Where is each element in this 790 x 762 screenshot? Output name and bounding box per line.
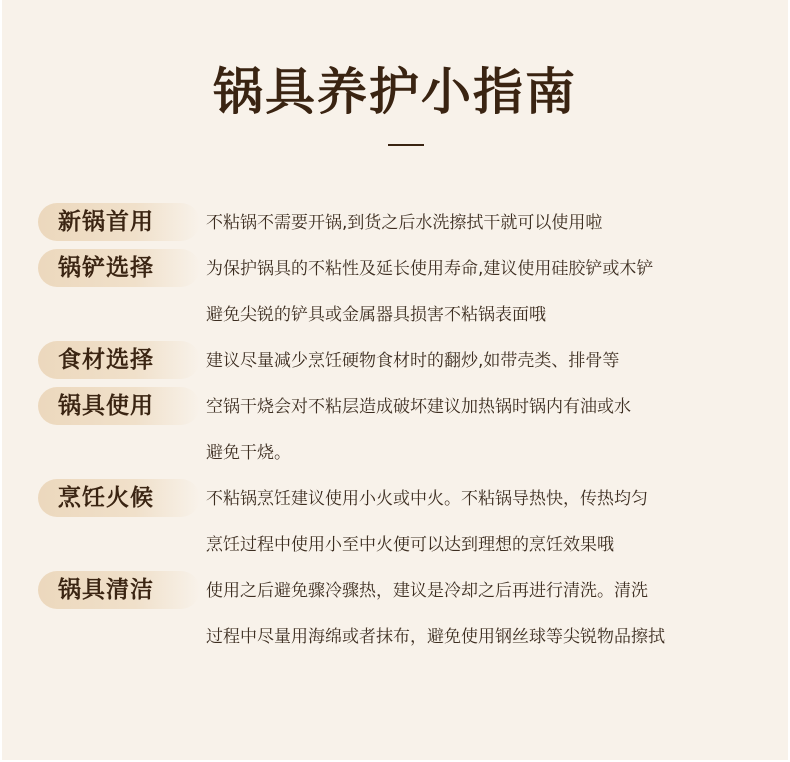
tip-badge [38, 571, 200, 609]
tips-list [2, 200, 788, 660]
tip-text [206, 568, 768, 660]
tip-label: 烹饪火候 [58, 485, 154, 511]
tip-badge [38, 203, 200, 241]
tip-text [206, 338, 768, 384]
tip-label: 新锅首用 [58, 209, 154, 235]
tip-item [2, 200, 788, 246]
tip-line: 空锅干烧会对不粘层造成破坏建议加热锅时锅内有油或水 [206, 397, 631, 417]
title-divider [388, 144, 424, 146]
tip-label: 锅铲选择 [58, 255, 154, 281]
tip-line: 烹饪过程中使用小至中火便可以达到理想的烹饪效果哦 [206, 535, 614, 555]
tip-badge [38, 387, 200, 425]
tip-label: 锅具清洁 [58, 577, 154, 603]
tip-line: 建议尽量减少烹饪硬物食材时的翻炒,如带壳类、排骨等 [206, 351, 620, 371]
tip-label: 食材选择 [58, 347, 154, 373]
tip-text [206, 246, 768, 338]
care-guide-page [2, 0, 788, 760]
tip-item [2, 476, 788, 568]
tip-badge [38, 249, 200, 287]
tip-item [2, 384, 788, 476]
tip-text [206, 200, 768, 246]
tip-line: 为保护锅具的不粘性及延长使用寿命,建议使用硅胶铲或木铲 [206, 259, 654, 279]
tip-badge [38, 479, 200, 517]
tip-line: 不粘锅烹饪建议使用小火或中火。不粘锅导热快，传热均匀 [206, 489, 648, 509]
tip-line: 避免干烧。 [206, 443, 291, 463]
page-title: 锅具养护小指南 [213, 63, 577, 121]
tip-line: 不粘锅不需要开锅,到货之后水洗擦拭干就可以使用啦 [206, 213, 603, 233]
tip-text [206, 384, 768, 476]
tip-label: 锅具使用 [58, 393, 154, 419]
tip-item [2, 568, 788, 660]
tip-line: 过程中尽量用海绵或者抹布，避免使用钢丝球等尖锐物品擦拭 [206, 627, 665, 647]
tip-item [2, 338, 788, 384]
tip-badge [38, 341, 200, 379]
tip-item [2, 246, 788, 338]
tip-line: 使用之后避免骤冷骤热，建议是冷却之后再进行清洗。清洗 [206, 581, 648, 601]
tip-text [206, 476, 768, 568]
tip-line: 避免尖锐的铲具或金属器具损害不粘锅表面哦 [206, 305, 546, 325]
